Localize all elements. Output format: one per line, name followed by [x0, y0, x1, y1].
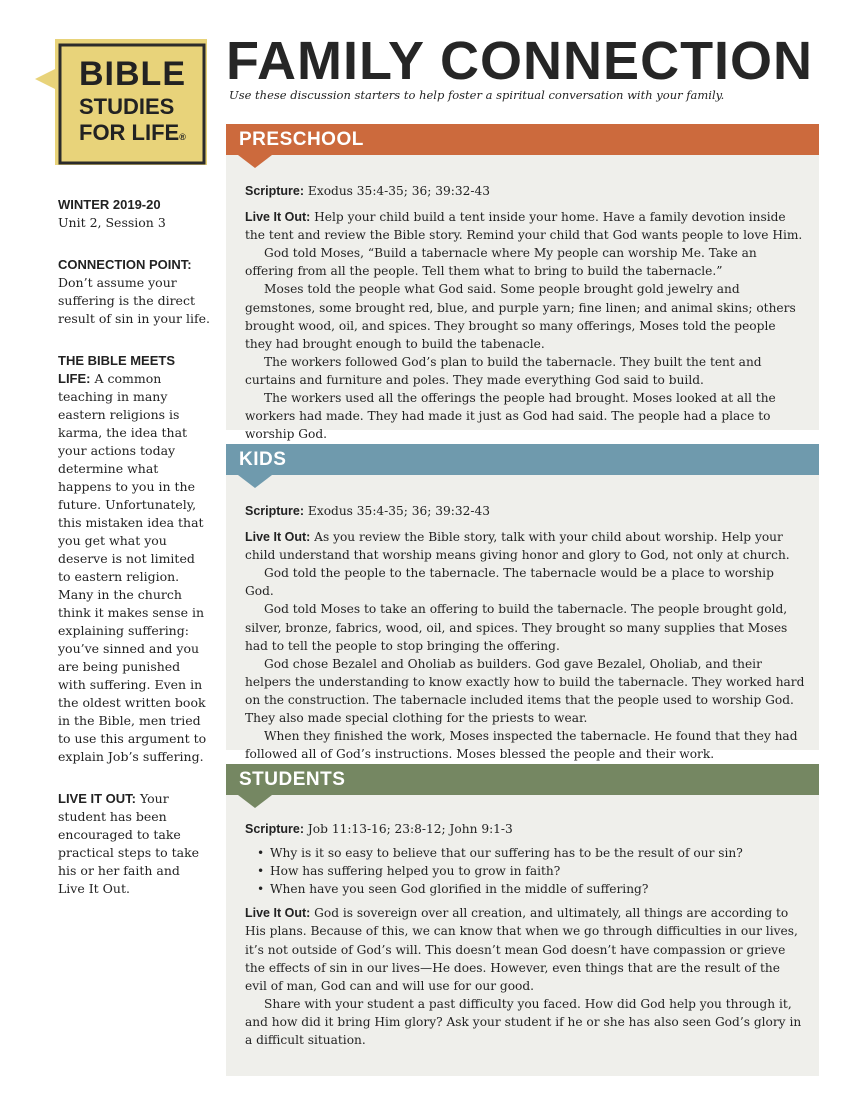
live-it-out-label: Live It Out:: [245, 906, 311, 921]
preschool-paragraph: The workers followed God’s plan to build the tabernacle. They built the tent and curtains and furniture and poles. They made everything God said to build.: [245, 354, 762, 387]
kids-paragraph: God chose Bezalel and Oholiab as builders. God gave Bezalel, Oholiab, and their helpers the understanding to know exactly how to build the tabernacle. They worked hard on the construction. The tabernacle included items that the people used to worship God. They also made special clothing for the priests to wear.: [245, 656, 805, 726]
connection-point-text: Don’t assume your suffering is the direct result of sin in your life.: [58, 275, 210, 326]
students-section: [226, 764, 819, 1076]
live-it-out-sidebar: [58, 790, 210, 898]
preschool-paragraph: God told Moses, “Build a tabernacle where My people can worship Me. Take an offering from all the people. Tell them what to bring to build the tabernacle.”: [245, 246, 757, 279]
discussion-question: • How has suffering helped you to grow in faith?: [245, 862, 805, 880]
scripture-reference: Exodus 35:4-35; 36; 39:32-43: [304, 504, 491, 518]
scripture-reference: Job 11:13-16; 23:8-12; John 9:1-3: [304, 822, 513, 836]
live-it-out-label: Live It Out:: [245, 530, 311, 545]
season-label: WINTER 2019-20: [58, 197, 161, 212]
kids-scripture: [245, 502, 805, 520]
scripture-reference: Exodus 35:4-35; 36; 39:32-43: [304, 184, 491, 198]
bible-meets-life-text: A common teaching in many eastern religions is karma, the idea that your actions today determine what happens to you in the future. Unfortunately, this mistaken idea that you get what you deserve is not limited to eastern religion. Many in the church think it makes sense in explaining suffering: you’ve sinned and you are being punished with suffering. Even in the oldest written book in the Bible, men tried to use this argument to explain Job’s suffering.: [58, 371, 207, 764]
preschool-paragraph: The workers used all the offerings the people had brought. Moses looked at all the workers had made. They had made it just as God had said. The people had a place to worship God.: [245, 391, 776, 442]
preschool-paragraph: Moses told the people what God said. Some people brought gold jewelry and gemstones, some brought red, blue, and purple yarn; fine linen; and animal skins; others brought wood, oil, and spices. They brought so many offerings, Moses told the people they had brought enough to build the tabenacle.: [245, 282, 796, 351]
students-header-bar: [226, 764, 819, 795]
preschool-live-it-out: [245, 208, 805, 244]
live-it-out-text: As you review the Bible story, talk with your child about worship. Help your child understand that worship means giving honor and glory to God, not only at church.: [245, 530, 790, 563]
kids-bar-pointer: [238, 475, 272, 488]
logo-line-2: STUDIES: [79, 94, 175, 119]
connection-point-heading: CONNECTION POINT:: [58, 257, 192, 272]
live-it-out-text: Help your child build a tent inside your home. Have a family devotion inside the tent and review the Bible story. Remind your child that God wants people to love Him.: [245, 210, 803, 243]
logo-line-3-text: FOR LIFE: [79, 120, 180, 145]
page-subtitle: Use these discussion starters to help foster a spiritual conversation with your family.: [229, 88, 725, 102]
students-scripture: [245, 820, 805, 838]
registered-mark: ®: [179, 132, 186, 142]
page-title: FAMILY CONNECTION: [226, 31, 814, 91]
logo-line-3: [79, 122, 219, 144]
bible-meets-life: [58, 352, 210, 766]
kids-section: [226, 444, 819, 762]
scripture-label: Scripture:: [245, 504, 305, 518]
students-content: [245, 820, 805, 1049]
students-bar-pointer: [238, 795, 272, 808]
live-it-out-sidebar-heading: LIVE IT OUT:: [58, 791, 136, 806]
kids-title: KIDS: [239, 449, 287, 470]
discussion-questions: [245, 844, 805, 898]
preschool-section: [226, 124, 819, 442]
students-title: STUDENTS: [239, 769, 346, 790]
live-it-out-text: God is sovereign over all creation, and ultimately, all things are according to His plans. Because of this, we can know that when we go through difficulties in our lives, it’s not outside of God’s will. This doesn’t mean God doesn’t have compassion or grieve the effects of sin in our lives—He does. However, even things that are the result of the evil of man, God can and will use for our good.: [245, 906, 798, 993]
preschool-scripture: [245, 182, 805, 200]
preschool-bar-pointer: [238, 155, 272, 168]
kids-live-it-out: [245, 528, 805, 564]
discussion-question: • Why is it so easy to believe that our suffering has to be the result of our sin?: [245, 844, 805, 862]
kids-paragraph: When they finished the work, Moses inspected the tabernacle. He found that they had followed all of God’s instructions. Moses blessed the people and their work.: [245, 729, 798, 762]
kids-content: [245, 502, 805, 763]
live-it-out-label: Live It Out:: [245, 210, 311, 225]
kids-header-bar: [226, 444, 819, 475]
logo-wordmark: [79, 57, 219, 144]
sidebar: [58, 196, 210, 916]
bible-meets-life-heading: THE BIBLE MEETS LIFE:: [58, 353, 176, 386]
bible-studies-for-life-logo: [33, 33, 209, 167]
connection-point: [58, 256, 210, 328]
preschool-content: [245, 182, 805, 443]
preschool-header-bar: [226, 124, 819, 155]
scripture-label: Scripture:: [245, 822, 305, 836]
unit-session-label: Unit 2, Session 3: [58, 215, 166, 230]
discussion-question: • When have you seen God glorified in the middle of suffering?: [245, 880, 805, 898]
kids-paragraph: God told Moses to take an offering to build the tabernacle. The people brought gold, silver, bronze, fabrics, wood, oil, and spices. They brought so many supplies that Moses had to tell the people to stop bringing the offering.: [245, 602, 788, 653]
session-info: [58, 196, 210, 232]
kids-paragraph: God told the people to the tabernacle. The tabernacle would be a place to worship God.: [245, 566, 774, 599]
logo-line-1: BIBLE: [79, 55, 186, 93]
scripture-label: Scripture:: [245, 184, 305, 198]
live-it-out-sidebar-text: Your student has been encouraged to take practical steps to take his or her faith and Live It Out.: [58, 791, 200, 896]
students-paragraph: Share with your student a past difficulty you faced. How did God help you through it, and how did it bring Him glory? Ask your student if he or she has also seen God’s glory in a difficult situation.: [245, 996, 802, 1048]
students-live-it-out: [245, 904, 805, 994]
preschool-title: PRESCHOOL: [239, 129, 364, 150]
